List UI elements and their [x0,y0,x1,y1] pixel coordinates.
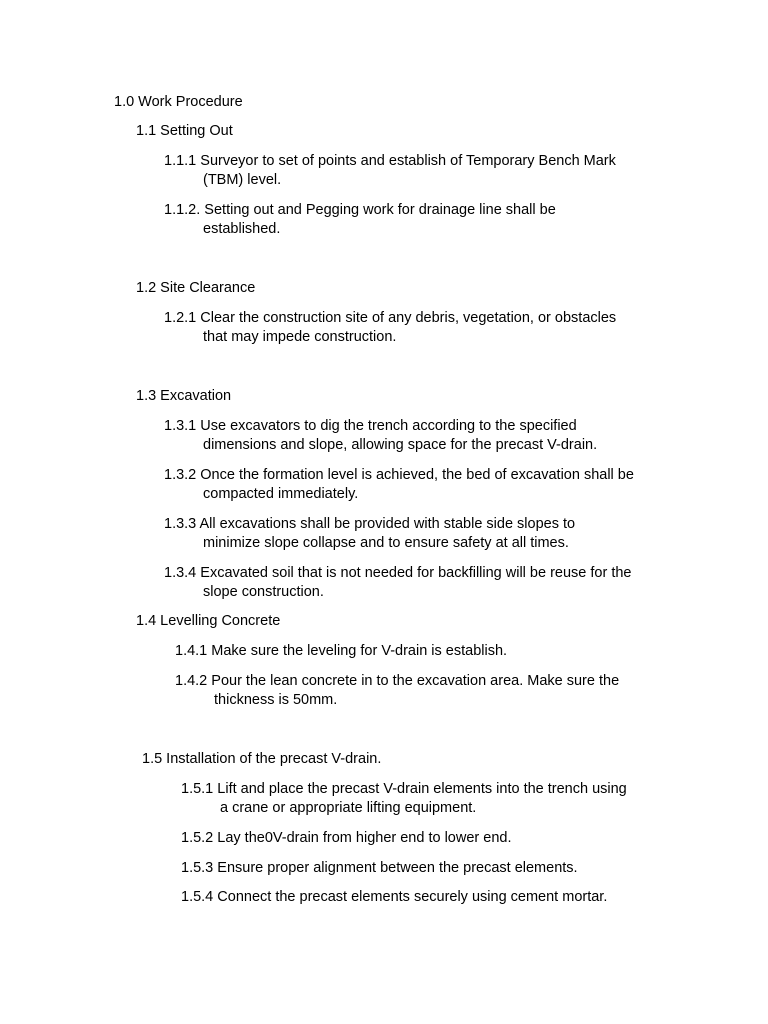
item-text: 1.3.2 Once the formation level is achieved, the bed of excavation shall be [164,467,634,483]
document-title: 1.0 Work Procedure [114,94,243,110]
item-text: 1.1.1 Surveyor to set of points and establish of Temporary Bench Mark [164,153,616,169]
item-text-continued: thickness is 50mm. [214,692,338,708]
item-text: 1.3.3 All excavations shall be provided with stable side slopes to [164,516,576,532]
list-item [175,642,695,661]
item-text: 1.4.1 Make sure the leveling for V-drain is establish. [175,643,508,659]
list-item [181,859,701,878]
item-text-continued: established. [203,221,281,237]
list-item [181,780,701,818]
section-heading-setting-out: 1.1 Setting Out [136,123,233,139]
list-item [164,152,684,190]
item-text-continued: (TBM) level. [203,172,282,188]
item-text: 1.5.3 Ensure proper alignment between the precast elements. [181,860,578,876]
list-item [175,672,695,710]
list-item [164,417,684,455]
item-text: 1.1.2. Setting out and Pegging work for drainage line shall be [164,202,556,218]
list-item [164,309,684,347]
list-item [181,829,701,848]
item-text: 1.3.4 Excavated soil that is not needed for backfilling will be reuse for the [164,565,632,581]
item-text-continued: compacted immediately. [203,486,359,502]
section-heading-installation: 1.5 Installation of the precast V-drain. [142,751,382,767]
list-item [164,201,684,239]
item-text: 1.5.2 Lay the0V-drain from higher end to lower end. [181,830,512,846]
item-text: 1.5.1 Lift and place the precast V-drain elements into the trench using [181,781,627,797]
item-text: 1.4.2 Pour the lean concrete in to the excavation area. Make sure the [175,673,620,689]
section-heading-site-clearance: 1.2 Site Clearance [136,280,256,296]
item-text: 1.5.4 Connect the precast elements securely using cement mortar. [181,889,608,905]
list-item [164,564,684,602]
list-item [181,888,701,907]
list-item [164,515,684,553]
item-text-continued: minimize slope collapse and to ensure safety at all times. [203,535,569,551]
section-heading-excavation: 1.3 Excavation [136,388,232,404]
item-text-continued: that may impede construction. [203,329,397,345]
section-heading-levelling-concrete: 1.4 Levelling Concrete [136,613,281,629]
item-text: 1.3.1 Use excavators to dig the trench according to the specified [164,418,577,434]
item-text: 1.2.1 Clear the construction site of any debris, vegetation, or obstacles [164,310,617,326]
item-text-continued: dimensions and slope, allowing space for the precast V-drain. [203,437,598,453]
item-text-continued: slope construction. [203,584,324,600]
item-text-continued: a crane or appropriate lifting equipment. [220,800,477,816]
list-item [164,466,684,504]
